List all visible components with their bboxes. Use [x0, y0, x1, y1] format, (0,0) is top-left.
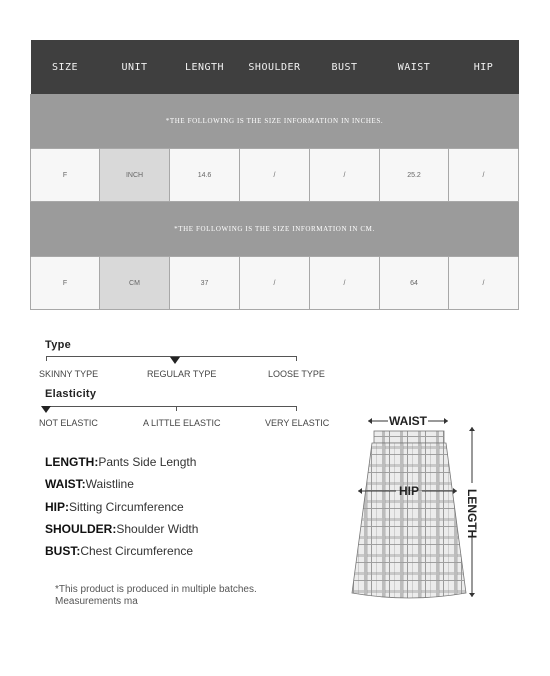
type-selected-marker-icon — [170, 357, 180, 364]
table-header-row — [31, 40, 519, 94]
elasticity-scale-line — [46, 406, 296, 407]
header-hip: HIP — [449, 40, 519, 94]
hip-label: HIP — [398, 484, 420, 498]
elasticity-scale-tick — [296, 406, 297, 411]
elasticity-scale-title: Elasticity — [45, 388, 97, 400]
note-inches: *THE FOLLOWING IS THE SIZE INFORMATION IN INCHES. — [31, 94, 519, 149]
cell-waist: 25.2 — [380, 149, 449, 202]
legend-item-length: LENGTH:Pants Side Length — [45, 455, 197, 469]
note-row-cm — [31, 202, 519, 257]
legend-item-shoulder: SHOULDER:Shoulder Width — [45, 521, 199, 536]
cell-bust: / — [310, 257, 380, 310]
type-scale-tick — [296, 356, 297, 361]
type-option-regular: REGULAR TYPE — [147, 369, 217, 379]
cell-unit: INCH — [100, 149, 170, 202]
elasticity-option-very: VERY ELASTIC — [265, 418, 330, 428]
size-chart-table — [30, 40, 519, 310]
elasticity-scale-tick — [176, 406, 177, 411]
cell-shoulder: / — [240, 257, 310, 310]
cell-size: F — [31, 257, 100, 310]
table-row — [31, 257, 519, 310]
plaid-pleated-skirt-icon — [352, 431, 466, 598]
elasticity-option-not: NOT ELASTIC — [39, 418, 98, 428]
cell-length: 37 — [170, 257, 240, 310]
length-label: LENGTH — [465, 489, 479, 539]
batch-footnote: *This product is produced in multiple batches. Measurements ma — [55, 584, 257, 607]
type-scale-tick — [46, 356, 47, 361]
legend-item-hip: HIP:Sitting Circumference — [45, 499, 184, 514]
cell-size: F — [31, 149, 100, 202]
elasticity-option-little: A LITTLE ELASTIC — [143, 418, 221, 428]
type-option-skinny: SKINNY TYPE — [39, 369, 99, 379]
header-unit: UNIT — [100, 40, 170, 94]
cell-shoulder: / — [240, 149, 310, 202]
note-cm: *THE FOLLOWING IS THE SIZE INFORMATION IN CM. — [31, 202, 519, 257]
elasticity-selected-marker-icon — [41, 406, 51, 413]
header-size: SIZE — [31, 40, 100, 94]
type-scale-title: Type — [45, 339, 72, 351]
table-row — [31, 149, 519, 202]
header-bust: BUST — [310, 40, 380, 94]
legend-item-bust: BUST:Chest Circumference — [45, 544, 194, 559]
cell-hip: / — [449, 149, 519, 202]
cell-bust: / — [310, 149, 380, 202]
waist-label: WAIST — [389, 414, 427, 428]
cell-hip: / — [449, 257, 519, 310]
measurement-legend — [45, 455, 198, 566]
cell-length: 14.6 — [170, 149, 240, 202]
cell-waist: 64 — [380, 257, 449, 310]
header-length: LENGTH — [170, 40, 240, 94]
note-row-inches — [31, 94, 519, 149]
header-shoulder: SHOULDER — [240, 40, 310, 94]
skirt-measurement-diagram — [340, 405, 490, 610]
header-waist: WAIST — [380, 40, 449, 94]
cell-unit: CM — [100, 257, 170, 310]
legend-item-waist: WAIST:Waistline — [45, 477, 134, 492]
type-option-loose: LOOSE TYPE — [268, 369, 325, 379]
